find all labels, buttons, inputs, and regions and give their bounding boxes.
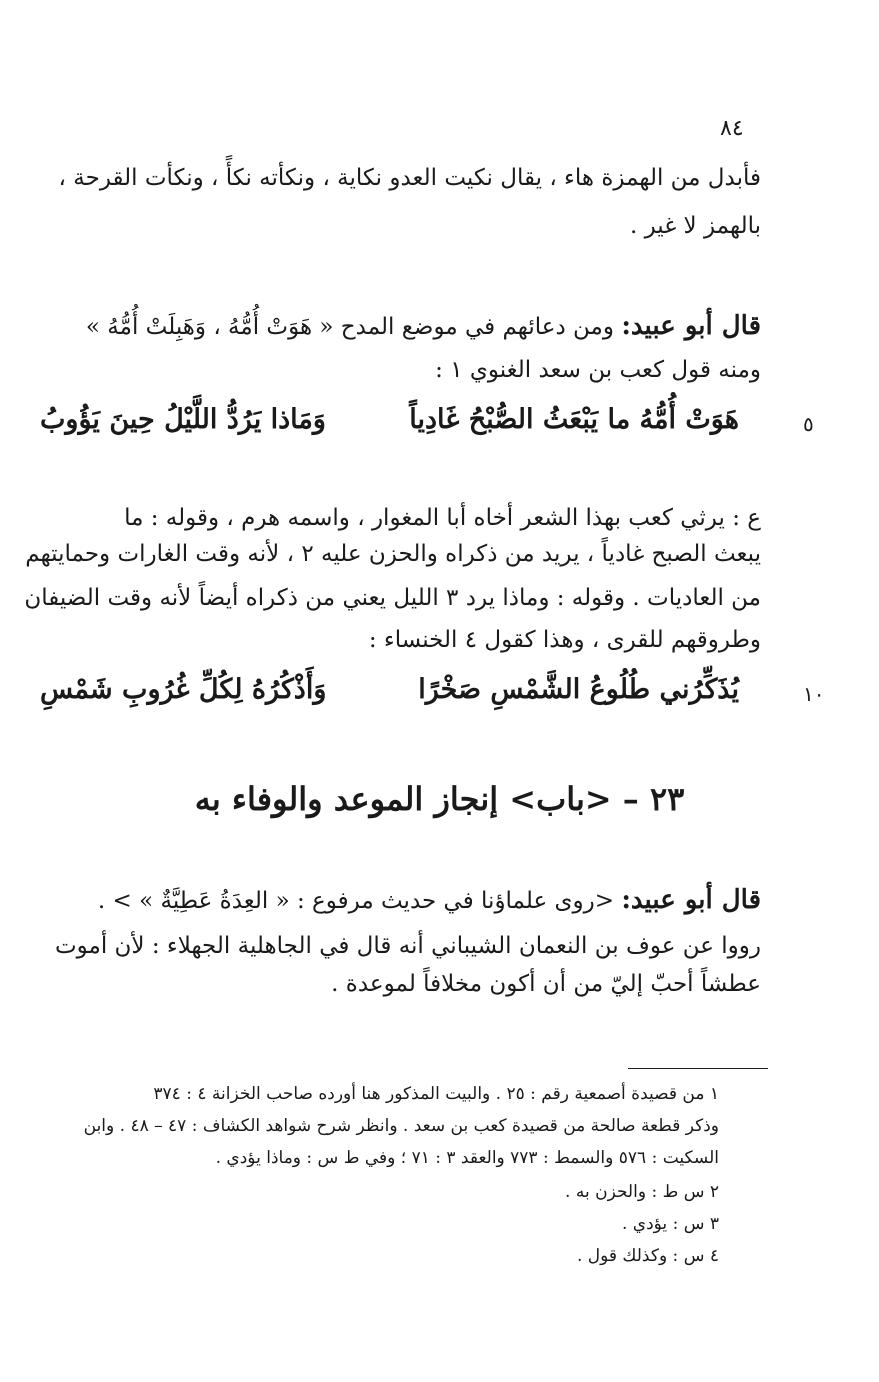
footnote-line: وذكر قطعة صالحة من قصيدة كعب بن سعد . وانظر شرح شواهد الكشاف : ٤٧ – ٤٨ . وابن — [83, 1116, 719, 1136]
commentary-line: من العاديات . وقوله : وماذا يرد ٣ الليل يعني من ذكراه أيضاً لأنه وقت الضيفان — [24, 585, 761, 611]
page-number: ٨٤ — [720, 116, 744, 141]
footnote-line: ١ من قصيدة أصمعية رقم : ٢٥ . والبيت المذكور هنا أورده صاحب الخزانة ٤ : ٣٧٤ — [153, 1084, 719, 1104]
section-line: عطشاً أحبّ إليّ من أن أكون مخلافاً لموعدة . — [331, 971, 761, 997]
section-heading-line — [98, 882, 761, 919]
footnote-line: ٤ س : وكذلك قول . — [576, 1246, 719, 1266]
footnote-line: السكيت : ٥٧٦ والسمط : ٧٧٣ والعقد ٣ : ٧١ ؛ وفي ط س : وماذا يؤدي . — [215, 1148, 719, 1168]
footnote-line: ٢ س ط : والحزن به . — [565, 1182, 719, 1202]
speaker-lead: قال أبو عبيد: — [621, 311, 761, 341]
speaker-lead: قال أبو عبيد: — [621, 885, 761, 915]
chapter-title: ٢٣ – <باب> إنجاز الموعد والوفاء به — [194, 780, 685, 818]
verse-first-hemistich: يُذَكِّرُني طُلُوعُ الشَّمْسِ صَخْرًا — [418, 674, 739, 705]
section-line: ومنه قول كعب بن سعد الغنوي ١ : — [435, 357, 761, 383]
paragraph-line: بالهمز لا غير . — [629, 213, 761, 239]
footnote-divider — [628, 1068, 768, 1069]
paragraph-line: فأبدل من الهمزة هاء ، يقال نكيت العدو نكاية ، ونكأته نكأً ، ونكأت القرحة ، — [58, 165, 761, 191]
commentary-line: وطروقهم للقرى ، وهذا كقول ٤ الخنساء : — [368, 627, 761, 653]
section-line-rest: ومن دعائهم في موضع المدح « هَوَتْ أُمُّهُ ، وَهَبِلَتْ أُمُّهُ » — [85, 314, 614, 340]
section-line: رووا عن عوف بن النعمان الشيباني أنه قال في الجاهلية الجهلاء : لأن أموت — [54, 933, 761, 959]
section-line-rest: <روى علماؤنا في حديث مرفوع : « العِدَةُ عَطِيَّةٌ » > . — [97, 888, 614, 914]
line-number: ٥ — [803, 412, 814, 436]
verse-first-hemistich: هَوَتْ أُمُّهُ ما يَبْعَثُ الصُّبْحُ غَادِياً — [409, 404, 739, 435]
verse-second-hemistich: وَأَذْكُرُهُ لِكُلِّ غُرُوبِ شَمْسِ — [40, 674, 327, 705]
line-number: ١٠ — [803, 682, 825, 706]
verse-second-hemistich: وَمَاذا يَرُدُّ اللَّيْلُ حِينَ يَؤُوبُ — [40, 404, 326, 435]
commentary-line: يبعث الصبح غادياً ، يريد من ذكراه والحزن عليه ٢ ، لأنه وقت الغارات وحمايتهم — [25, 541, 761, 567]
footnote-line: ٣ س : يؤدي . — [621, 1214, 719, 1234]
section-heading-line — [86, 308, 761, 345]
commentary-line: ع : يرثي كعب بهذا الشعر أخاه أبا المغوار ، واسمه هرم ، وقوله : ما — [124, 505, 761, 531]
